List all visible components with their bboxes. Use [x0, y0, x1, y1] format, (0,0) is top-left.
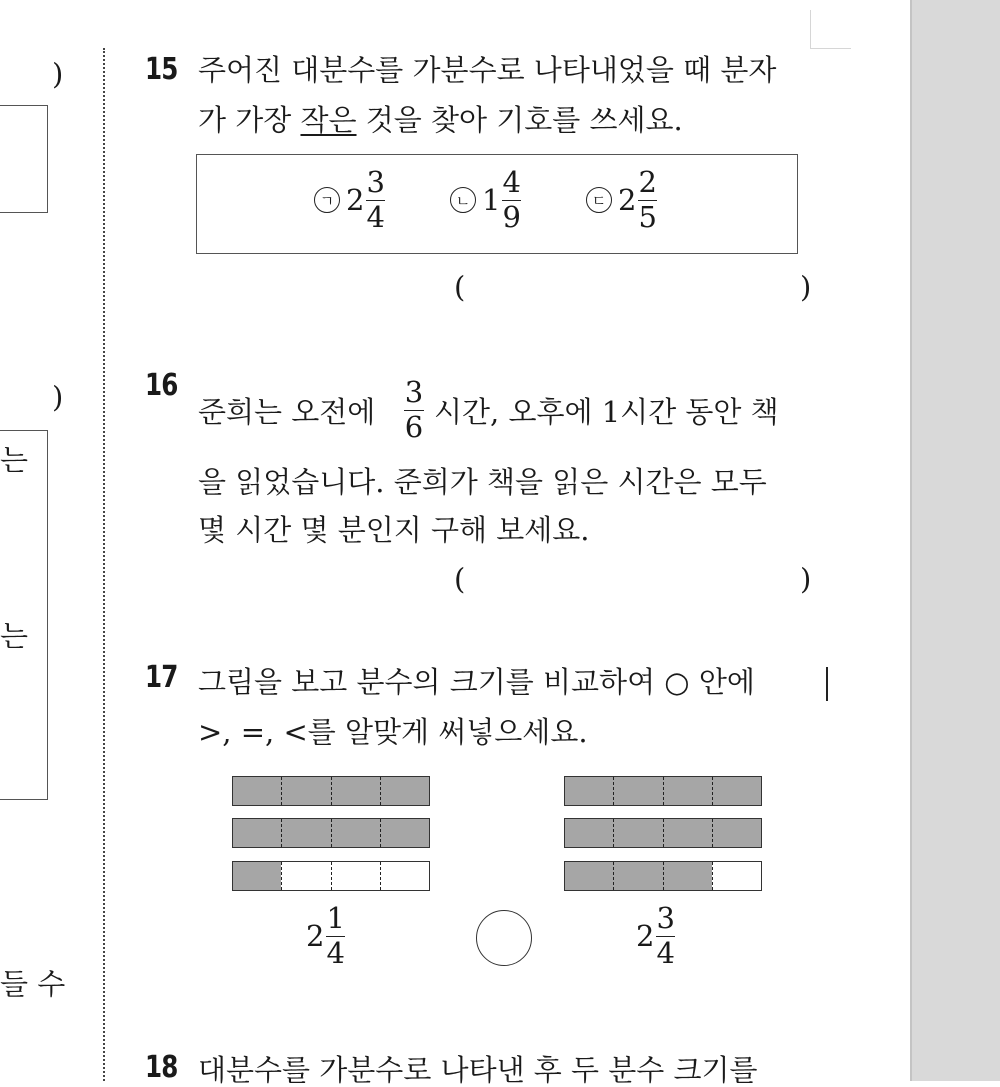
- choice-a: [314, 165, 385, 234]
- side-panel: [912, 0, 1000, 1081]
- question-number-16: 16: [145, 368, 178, 403]
- q15-line-2: [198, 103, 683, 137]
- right-whole: 2: [636, 919, 655, 953]
- q15-emphasis: 작은: [300, 103, 357, 137]
- choice-b-denominator: 9: [502, 200, 521, 234]
- shaded-segment: [233, 862, 281, 890]
- q16-fraction: [404, 375, 424, 444]
- compare-answer-circle[interactable]: [476, 910, 532, 966]
- q18-line-1: 대분수를 가분수로 나타낸 후 두 분수 크기를: [198, 1053, 758, 1087]
- choice-c-denominator: 5: [638, 200, 657, 234]
- choice-a-mark: ㄱ: [314, 187, 340, 213]
- choice-a-denominator: 4: [366, 200, 385, 234]
- empty-segment: [281, 862, 330, 890]
- shaded-segment: [565, 819, 613, 847]
- shaded-segment: [613, 862, 662, 890]
- right-bar-2: [564, 818, 762, 848]
- shaded-segment: [380, 777, 429, 805]
- choice-c-numerator: 2: [638, 165, 657, 199]
- text-cursor: [826, 667, 828, 701]
- question-number-18: 18: [145, 1050, 178, 1085]
- left-bar-3: [232, 861, 430, 891]
- left-whole: 2: [306, 919, 325, 953]
- shaded-segment: [712, 819, 761, 847]
- right-numerator: 3: [656, 901, 675, 935]
- shaded-segment: [565, 862, 613, 890]
- q16-denominator: 6: [404, 410, 424, 444]
- q15-line-2-pre: 가 가장: [198, 103, 301, 137]
- page-corner-mark: [810, 10, 851, 49]
- shaded-segment: [233, 819, 281, 847]
- shaded-segment: [663, 777, 712, 805]
- column-divider: [103, 48, 105, 1081]
- choice-c-mark: ㄷ: [586, 187, 612, 213]
- shaded-segment: [380, 819, 429, 847]
- shaded-segment: [281, 777, 330, 805]
- choice-b-mark: ㄴ: [450, 187, 476, 213]
- q16-numerator: 3: [404, 375, 424, 409]
- q16-answer-close: ): [800, 562, 812, 596]
- shaded-segment: [233, 777, 281, 805]
- left-text-1: 는: [0, 443, 29, 477]
- empty-segment: [712, 862, 761, 890]
- left-bar-2: [232, 818, 430, 848]
- shaded-segment: [712, 777, 761, 805]
- empty-segment: [380, 862, 429, 890]
- q15-answer-close: ): [800, 270, 812, 304]
- left-text-3: 들 수: [0, 967, 66, 1001]
- choice-c-whole: 2: [618, 183, 637, 217]
- shaded-segment: [613, 819, 662, 847]
- left-bar-1: [232, 776, 430, 806]
- shaded-segment: [663, 819, 712, 847]
- q15-line-2-post: 것을 찾아 기호를 쓰세요.: [356, 103, 683, 137]
- q17-line-2: >, =, <를 알맞게 써넣으세요.: [198, 715, 588, 749]
- left-numerator: 1: [326, 901, 345, 935]
- choice-b-whole: 1: [482, 183, 501, 217]
- left-box-2: [0, 430, 48, 800]
- q15-answer-open: (: [454, 270, 466, 304]
- shaded-segment: [663, 862, 712, 890]
- left-denominator: 4: [326, 936, 345, 970]
- left-paren-2: ): [52, 380, 64, 414]
- shaded-segment: [565, 777, 613, 805]
- left-mixed-number: [306, 901, 345, 970]
- shaded-segment: [331, 819, 380, 847]
- right-mixed-number: [636, 901, 675, 970]
- question-number-17: 17: [145, 660, 178, 695]
- question-number-15: 15: [145, 52, 178, 87]
- left-box-1: [0, 105, 48, 213]
- q16-line-2: 을 읽었습니다. 준희가 책을 읽은 시간은 모두: [198, 465, 767, 499]
- left-text-2: 는: [0, 619, 29, 653]
- choice-c: [586, 165, 657, 234]
- left-paren-1: ): [52, 57, 64, 91]
- q15-line-1: 주어진 대분수를 가분수로 나타내었을 때 분자: [198, 53, 777, 87]
- right-bar-3: [564, 861, 762, 891]
- choice-b: [450, 165, 521, 234]
- choice-a-numerator: 3: [366, 165, 385, 199]
- shaded-segment: [613, 777, 662, 805]
- right-bar-1: [564, 776, 762, 806]
- shaded-segment: [281, 819, 330, 847]
- q17-line-1: 그림을 보고 분수의 크기를 비교하여 ○ 안에: [198, 665, 755, 699]
- empty-segment: [331, 862, 380, 890]
- q16-line-1-pre: 준희는 오전에: [198, 395, 376, 429]
- panel-border: [910, 0, 912, 1081]
- q16-line-1-post: 시간, 오후에 1시간 동안 책: [434, 395, 779, 429]
- q16-line-3: 몇 시간 몇 분인지 구해 보세요.: [198, 513, 590, 547]
- choice-a-whole: 2: [346, 183, 365, 217]
- choice-b-numerator: 4: [502, 165, 521, 199]
- shaded-segment: [331, 777, 380, 805]
- right-denominator: 4: [656, 936, 675, 970]
- q16-answer-open: (: [454, 562, 466, 596]
